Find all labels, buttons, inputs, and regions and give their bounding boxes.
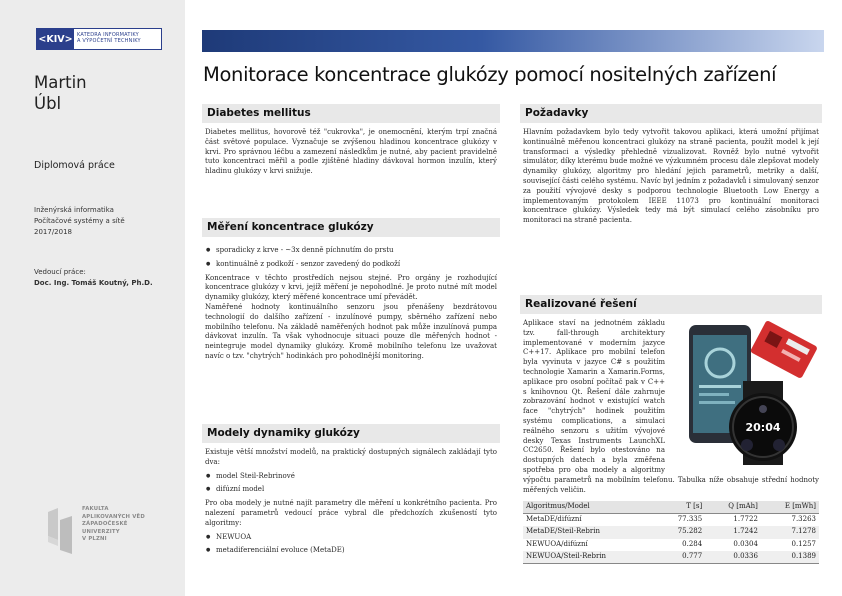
university-emblem-icon [46, 506, 76, 558]
table-row [523, 551, 819, 564]
kiv-logo-mark: <KIV> [37, 29, 74, 49]
table-cell: 0.1257 [791, 539, 816, 548]
author-name [34, 72, 87, 114]
table-cell: NEWUOA/difúzní [526, 539, 588, 548]
table-row [523, 514, 819, 527]
measurement-methods-list [205, 246, 497, 270]
supervisor-label: Vedoucí práce: [34, 268, 86, 276]
paragraph: Diabetes mellitus, hovorově též "cukrovka", je onemocnění, kterým trpí značná část světové populace. Vyznačuje se zvýšenou hladinou koncentrace glukózy v krvi. Pro správnou léčbu a zamezení následkům je nutné, aby pacient pravidelně tuto koncentraci měřil a podle zjištěné hladiny dávkoval hormon inzulín, který hladinu glukózy v krvi snižuje. [205, 128, 497, 176]
table-cell: 0.0336 [705, 551, 761, 564]
university-line: UNIVERZITY [82, 528, 120, 535]
phone-watch-board-image [671, 319, 819, 465]
paragraph: Existuje větší množství modelů, na praktický dostupných signálech zakládají tyto dva: [205, 448, 497, 466]
table-row [523, 526, 819, 539]
section-solution [520, 295, 822, 564]
table-cell: NEWUOA/Steil-Rebrin [523, 551, 658, 564]
sidebar [0, 0, 185, 596]
poster-title: Monitorace koncentrace glukózy pomocí nositelných zařízení [203, 63, 777, 86]
section-body [202, 237, 500, 362]
list-item: ● model Steil-Rebrinové [205, 472, 497, 482]
table-cell: 0.284 [682, 539, 703, 548]
column-header: Q [mAh] [705, 501, 761, 513]
table-row [523, 539, 819, 552]
table-cell: 1.7722 [733, 515, 758, 524]
section-body [520, 123, 822, 226]
column-header: Algoritmus/Model [523, 501, 658, 513]
kiv-text-line: KATEDRA INFORMATIKY [77, 32, 139, 38]
table-header-row [523, 501, 819, 513]
table-cell: 7.1278 [761, 526, 819, 539]
section-glucose-measurement [202, 218, 500, 362]
paragraph: Naměřené hodnoty kontinuálního senzoru jsou přenášeny bezdrátovou technologií do dalšího zařízení - inzulínové pumpy, sběrného zařízení nebo mobilního telefonu. Na základě naměřených hodnot pak může inzulínová pumpa dávkovat inzulín. Ta však vyhodnocuje situaci pouze dle měřených hodnot - neintegruje model dynamiky glukózy. Kromě mobilního telefonu lze uvažovat navíc o tzv. "chytrých" hodinkách pro pohodlnější monitoring. [205, 302, 497, 360]
list-item: ● metadiferenciální evoluce (MetaDE) [205, 546, 497, 556]
thesis-type: Diplomová práce [34, 160, 115, 171]
column-header: E [mWh] [761, 501, 819, 513]
list-item: ● sporadicky z krve - ~3x denně píchnutím do prstu [205, 246, 497, 256]
kiv-text-line: A VÝPOČETNÍ TECHNIKY [77, 38, 141, 44]
solution-image [671, 319, 819, 465]
study-info [34, 205, 125, 238]
kiv-logo [36, 28, 162, 50]
paragraph: Hlavním požadavkem bylo tedy vytvořit takovou aplikaci, která umožní přijímat kontinuálně měřenou koncentraci glukózy na straně pacienta, použít model k její transformaci a výsledky přehledně vizualizovat. Rovněž bylo nutné vytvořit simulátor, díky kterému bude možné ve výzkumném procesu dále zlepšovat modely dynamiky glukózy, algoritmy pro hledání jejich parametrů, metriky a další, související části celého systému. Navíc byl jedním z požadavků i simulovaný senzor za použití vývojové desky s podporou technologie Bluetooth Low Energy a implementovaným protokolem IEEE 11073 pro kontinuální monitoraci koncentrace glukózy. Výsledek tedy má být simulací celého zásobníku pro monitoraci na straně pacienta. [523, 128, 819, 225]
section-diabetes [202, 104, 500, 177]
paragraph: Aplikace staví na jednotném základu tzv. fall-through architektury implementované v moderním jazyce C++17. Aplikace pro mobilní telefon byla vyvinuta v jazyce C# s použitím technologie Xamarin a Xamarin.Forms, aplikace pro osobní počítač pak v C++ s knihovnou Qt. Řešení dále zahrnuje zobrazování hodnot v existující watch face "chytrých" hodinek použitím systému complications, a simulaci reálného senzoru s užitím vývojové desky Texas Instruments LaunchXL CC2650. Řešení bylo otestováno na dostupných datech a byla změřena spotřeba pro oba modely a algoritmy výpočtu parametrů na mobilním telefonu. Tabulka níže obsahuje střední hodnoty měřených veličin. [523, 319, 819, 494]
list-item: ● NEWUOA [205, 533, 497, 543]
university-logo [46, 506, 145, 558]
author-last-name: Úbl [34, 94, 62, 113]
section-body [202, 443, 500, 556]
paragraph: Pro oba modely je nutné najít parametry dle měření u konkrétního pacienta. Pro nalezení parametrů vedoucí práce vybral dle předchozích zkušeností tyto algoritmy: [205, 499, 497, 527]
study-year: 2017/2018 [34, 228, 72, 236]
results-table [523, 501, 819, 564]
algorithms-list [205, 533, 497, 557]
university-name [82, 506, 145, 544]
section-heading: Diabetes mellitus [202, 104, 500, 123]
section-body [520, 314, 822, 564]
section-heading: Požadavky [520, 104, 822, 123]
table-cell: MetaDE/Steil-Rebrin [523, 526, 658, 539]
column-header: T [s] [658, 501, 706, 513]
models-list [205, 472, 497, 496]
study-field: Počítačové systémy a sítě [34, 217, 125, 225]
university-line: V PLZNI [82, 536, 107, 542]
section-heading: Modely dynamiky glukózy [202, 424, 500, 443]
section-requirements [520, 104, 822, 226]
university-line: FAKULTA [82, 506, 109, 512]
table-cell: 0.777 [658, 551, 706, 564]
list-item: ● difúzní model [205, 485, 497, 495]
paragraph: Koncentrace v těchto prostředích nejsou stejné. Pro orgány je rozhodující koncentrace glukózy v krvi, jejíž měření je nepohodlné. Je proto nutné mít model dynamiky glukózy, který měřené koncentrace umí převádět. [205, 273, 497, 302]
kiv-logo-text [74, 29, 144, 49]
table-cell: 1.7242 [705, 526, 761, 539]
section-heading: Měření koncentrace glukózy [202, 218, 500, 237]
table-cell: 77.335 [677, 515, 703, 524]
list-item: ● kontinuálně z podkoží - senzor zavedený do podkoží [205, 260, 497, 270]
university-line: ZÁPADOČESKÉ [82, 521, 128, 527]
author-first-name: Martin [34, 73, 87, 92]
university-line: APLIKOVANÝCH VĚD [82, 513, 145, 520]
section-heading: Realizované řešení [520, 295, 822, 314]
title-banner [202, 30, 824, 52]
table-cell: 75.282 [658, 526, 706, 539]
section-body [202, 123, 500, 177]
table-cell: 0.1389 [761, 551, 819, 564]
section-glucose-models [202, 424, 500, 560]
supervisor-name: Doc. Ing. Tomáš Koutný, Ph.D. [34, 279, 153, 287]
table-cell: MetaDE/difúzní [526, 515, 582, 524]
study-program: Inženýrská informatika [34, 206, 114, 214]
table-cell: 7.3263 [791, 515, 816, 524]
watch-time: 20:04 [745, 421, 781, 434]
table-cell: 0.0304 [733, 539, 758, 548]
supervisor [34, 267, 153, 289]
